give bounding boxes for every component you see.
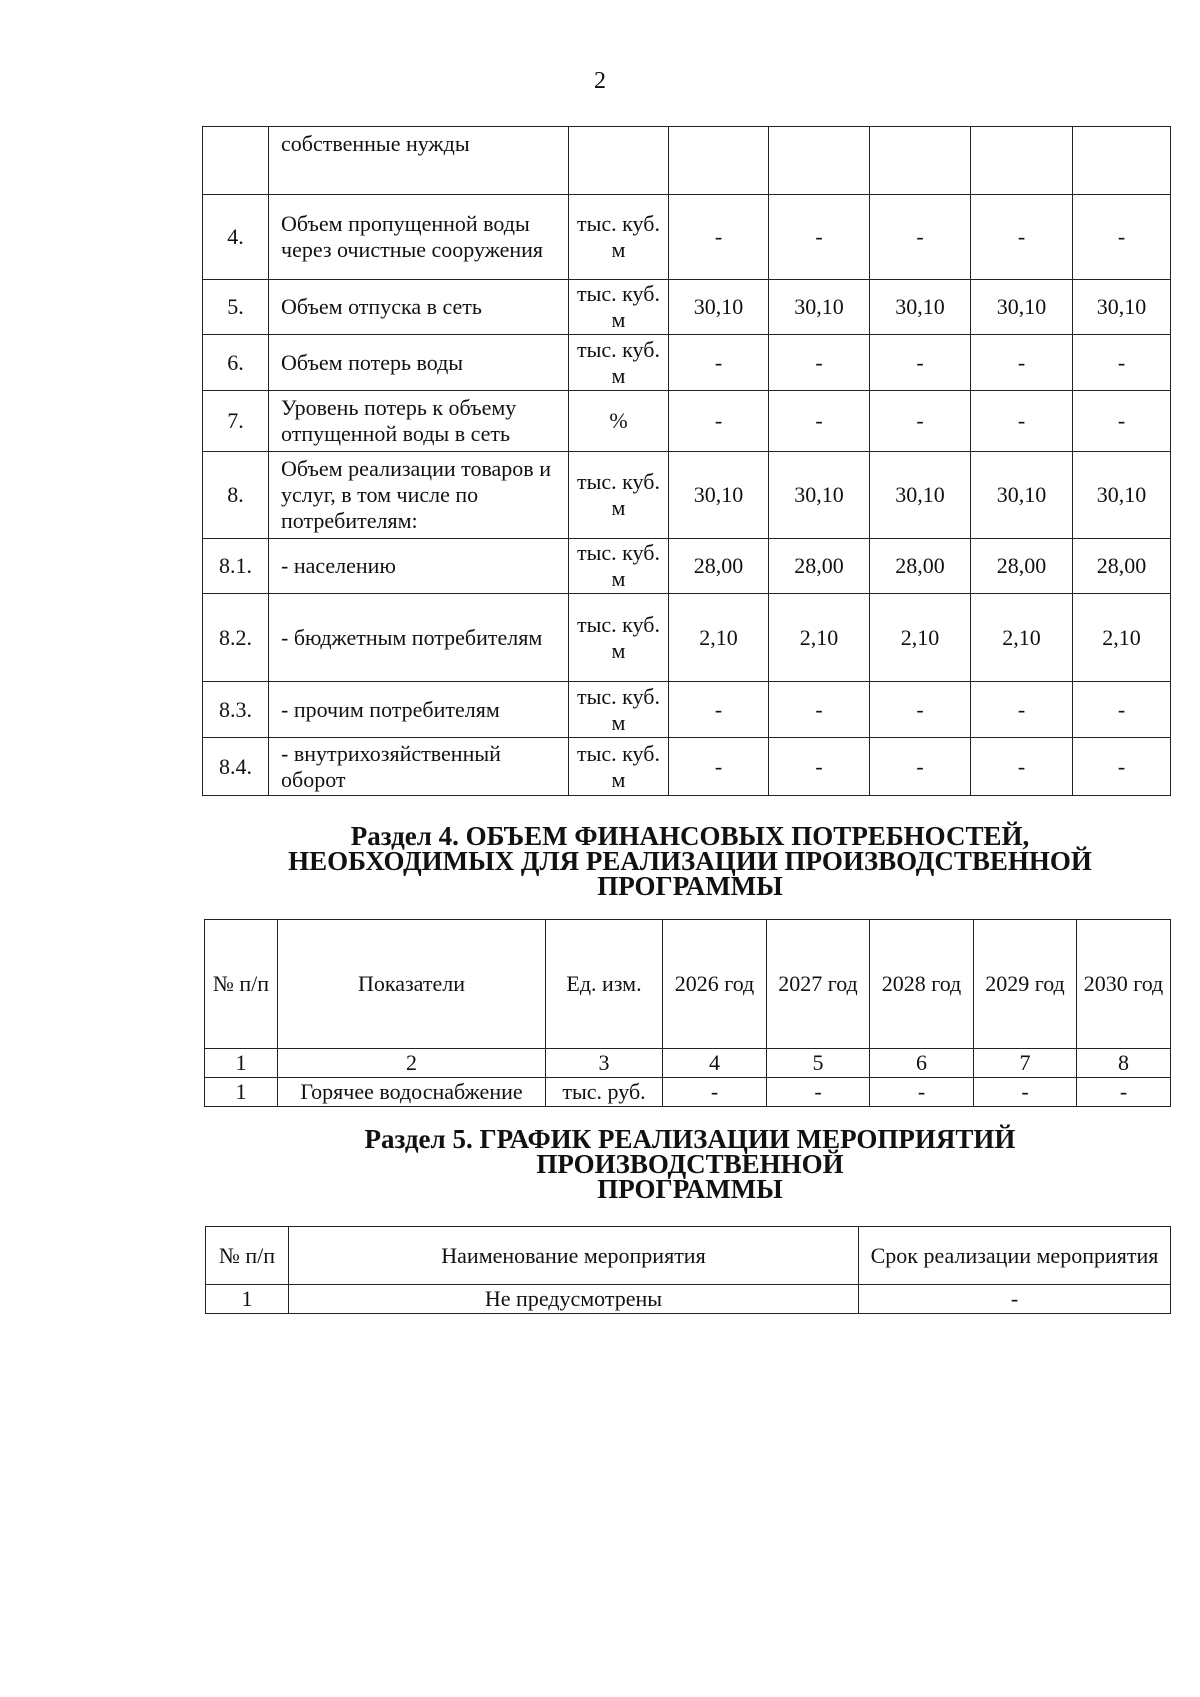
row-num: 5. xyxy=(203,280,269,335)
row-name: - прочим потребителям xyxy=(269,682,569,738)
section4-heading xyxy=(0,821,1200,901)
table-row xyxy=(203,280,1171,335)
section5-heading-line1: Раздел 5. ГРАФИК РЕАЛИЗАЦИИ МЕРОПРИЯТИЙ xyxy=(364,1124,1016,1154)
row-name: Объем пропущенной воды через очистные сооружения xyxy=(269,195,569,280)
column-number: 6 xyxy=(870,1049,974,1078)
row-name: собственные нужды xyxy=(269,127,569,195)
table-row xyxy=(203,738,1171,796)
row-value: 30,10 xyxy=(1073,452,1171,539)
column-number: 8 xyxy=(1077,1049,1171,1078)
row-value: - xyxy=(971,738,1073,796)
row-value: 28,00 xyxy=(971,539,1073,594)
row-value: - xyxy=(971,682,1073,738)
row-value: - xyxy=(669,391,769,452)
row-value: - xyxy=(870,682,971,738)
row-value: - xyxy=(870,195,971,280)
row-value: 2,10 xyxy=(769,594,870,682)
row-value: - xyxy=(669,335,769,391)
row-value: - xyxy=(1077,1078,1171,1107)
section5-heading xyxy=(0,1124,1200,1204)
row-value: - xyxy=(769,335,870,391)
header-indicators: Показатели xyxy=(278,920,546,1049)
row-num: 7. xyxy=(203,391,269,452)
financial-needs-table xyxy=(204,919,1171,1107)
table-row xyxy=(206,1285,1171,1314)
column-number: 3 xyxy=(546,1049,663,1078)
row-value: - xyxy=(870,391,971,452)
row-value: 30,10 xyxy=(870,280,971,335)
row-num: 8.1. xyxy=(203,539,269,594)
row-value: - xyxy=(971,195,1073,280)
header-year: 2026 год xyxy=(663,920,767,1049)
table-row xyxy=(205,1078,1171,1107)
header-unit: Ед. изм. xyxy=(546,920,663,1049)
row-value: - xyxy=(1073,738,1171,796)
row-value: 28,00 xyxy=(870,539,971,594)
row-unit: тыс. куб. м xyxy=(569,335,669,391)
row-value: - xyxy=(669,195,769,280)
table-row xyxy=(203,127,1171,195)
row-value: 30,10 xyxy=(971,452,1073,539)
row-value: - xyxy=(870,335,971,391)
header-num: № п/п xyxy=(206,1227,289,1285)
header-measure-name: Наименование мероприятия xyxy=(289,1227,859,1285)
row-num: 6. xyxy=(203,335,269,391)
row-num: 8.2. xyxy=(203,594,269,682)
row-value: - xyxy=(669,738,769,796)
row-unit: % xyxy=(569,391,669,452)
section4-heading-line3: ПРОГРАММЫ xyxy=(597,871,783,901)
page-number: 2 xyxy=(594,68,606,94)
row-name: - внутрихозяйственный оборот xyxy=(269,738,569,796)
row-name: Объем реализации товаров и услуг, в том числе по потребителям: xyxy=(269,452,569,539)
row-value: 30,10 xyxy=(870,452,971,539)
table-row xyxy=(203,335,1171,391)
column-numbers-row xyxy=(205,1049,1171,1078)
row-value: 30,10 xyxy=(1073,280,1171,335)
row-value: - xyxy=(870,738,971,796)
row-value: 30,10 xyxy=(769,452,870,539)
row-value xyxy=(669,127,769,195)
row-value: - xyxy=(1073,682,1171,738)
row-value: - xyxy=(769,682,870,738)
row-name: Уровень потерь к объему отпущенной воды в сеть xyxy=(269,391,569,452)
row-name: - населению xyxy=(269,539,569,594)
table-row xyxy=(203,452,1171,539)
row-value: - xyxy=(1073,391,1171,452)
column-number: 2 xyxy=(278,1049,546,1078)
row-value: - xyxy=(971,335,1073,391)
table-row xyxy=(203,539,1171,594)
row-value: 28,00 xyxy=(669,539,769,594)
header-year: 2028 год xyxy=(870,920,974,1049)
row-name: Объем потерь воды xyxy=(269,335,569,391)
row-value: - xyxy=(663,1078,767,1107)
measures-schedule-table xyxy=(205,1226,1171,1314)
row-value: - xyxy=(769,738,870,796)
row-unit: тыс. куб. м xyxy=(569,452,669,539)
row-num: 8.3. xyxy=(203,682,269,738)
section4-heading-line1: Раздел 4. ОБЪЕМ ФИНАНСОВЫХ ПОТРЕБНОСТЕЙ, xyxy=(350,821,1030,851)
row-unit xyxy=(569,127,669,195)
row-value: 30,10 xyxy=(971,280,1073,335)
row-value: - xyxy=(1073,335,1171,391)
row-value: 28,00 xyxy=(1073,539,1171,594)
table-row xyxy=(203,195,1171,280)
row-value: - xyxy=(769,391,870,452)
table-header-row xyxy=(205,920,1171,1049)
row-value: - xyxy=(669,682,769,738)
production-table xyxy=(202,126,1171,796)
header-year: 2029 год xyxy=(974,920,1077,1049)
section5-heading-line3: ПРОГРАММЫ xyxy=(597,1174,783,1204)
row-value: 30,10 xyxy=(769,280,870,335)
row-name: Горячее водоснабжение xyxy=(278,1078,546,1107)
column-number: 5 xyxy=(767,1049,870,1078)
row-value xyxy=(870,127,971,195)
row-value: - xyxy=(769,195,870,280)
row-value: - xyxy=(971,391,1073,452)
row-unit: тыс. куб. м xyxy=(569,682,669,738)
table-header-row xyxy=(206,1227,1171,1285)
row-num: 1 xyxy=(205,1078,278,1107)
header-year: 2027 год xyxy=(767,920,870,1049)
row-unit: тыс. куб. м xyxy=(569,738,669,796)
row-value: 28,00 xyxy=(769,539,870,594)
section4-heading-line2: НЕОБХОДИМЫХ ДЛЯ РЕАЛИЗАЦИИ ПРОИЗВОДСТВЕННОЙ xyxy=(288,846,1092,876)
row-value xyxy=(769,127,870,195)
row-value: - xyxy=(767,1078,870,1107)
header-year: 2030 год xyxy=(1077,920,1171,1049)
row-value: 2,10 xyxy=(870,594,971,682)
row-value: 30,10 xyxy=(669,452,769,539)
row-num: 4. xyxy=(203,195,269,280)
row-measure-name: Не предусмотрены xyxy=(289,1285,859,1314)
row-unit: тыс. куб. м xyxy=(569,539,669,594)
header-num: № п/п xyxy=(205,920,278,1049)
row-value: 30,10 xyxy=(669,280,769,335)
column-number: 4 xyxy=(663,1049,767,1078)
row-num: 8.4. xyxy=(203,738,269,796)
row-name: - бюджетным потребителям xyxy=(269,594,569,682)
row-value: 2,10 xyxy=(1073,594,1171,682)
row-unit: тыс. куб. м xyxy=(569,195,669,280)
row-unit: тыс. руб. xyxy=(546,1078,663,1107)
row-unit: тыс. куб. м xyxy=(569,280,669,335)
row-num xyxy=(203,127,269,195)
header-term: Срок реализации мероприятия xyxy=(859,1227,1171,1285)
row-num: 8. xyxy=(203,452,269,539)
row-term: - xyxy=(859,1285,1171,1314)
row-value: - xyxy=(1073,195,1171,280)
column-number: 1 xyxy=(205,1049,278,1078)
row-value: - xyxy=(974,1078,1077,1107)
column-number: 7 xyxy=(974,1049,1077,1078)
row-unit: тыс. куб. м xyxy=(569,594,669,682)
section5-heading-line2: ПРОИЗВОДСТВЕННОЙ xyxy=(536,1149,844,1179)
row-value: - xyxy=(870,1078,974,1107)
row-value xyxy=(1073,127,1171,195)
table-row xyxy=(203,594,1171,682)
row-num: 1 xyxy=(206,1285,289,1314)
row-value xyxy=(971,127,1073,195)
row-name: Объем отпуска в сеть xyxy=(269,280,569,335)
row-value: 2,10 xyxy=(669,594,769,682)
table-row xyxy=(203,391,1171,452)
table-row xyxy=(203,682,1171,738)
row-value: 2,10 xyxy=(971,594,1073,682)
